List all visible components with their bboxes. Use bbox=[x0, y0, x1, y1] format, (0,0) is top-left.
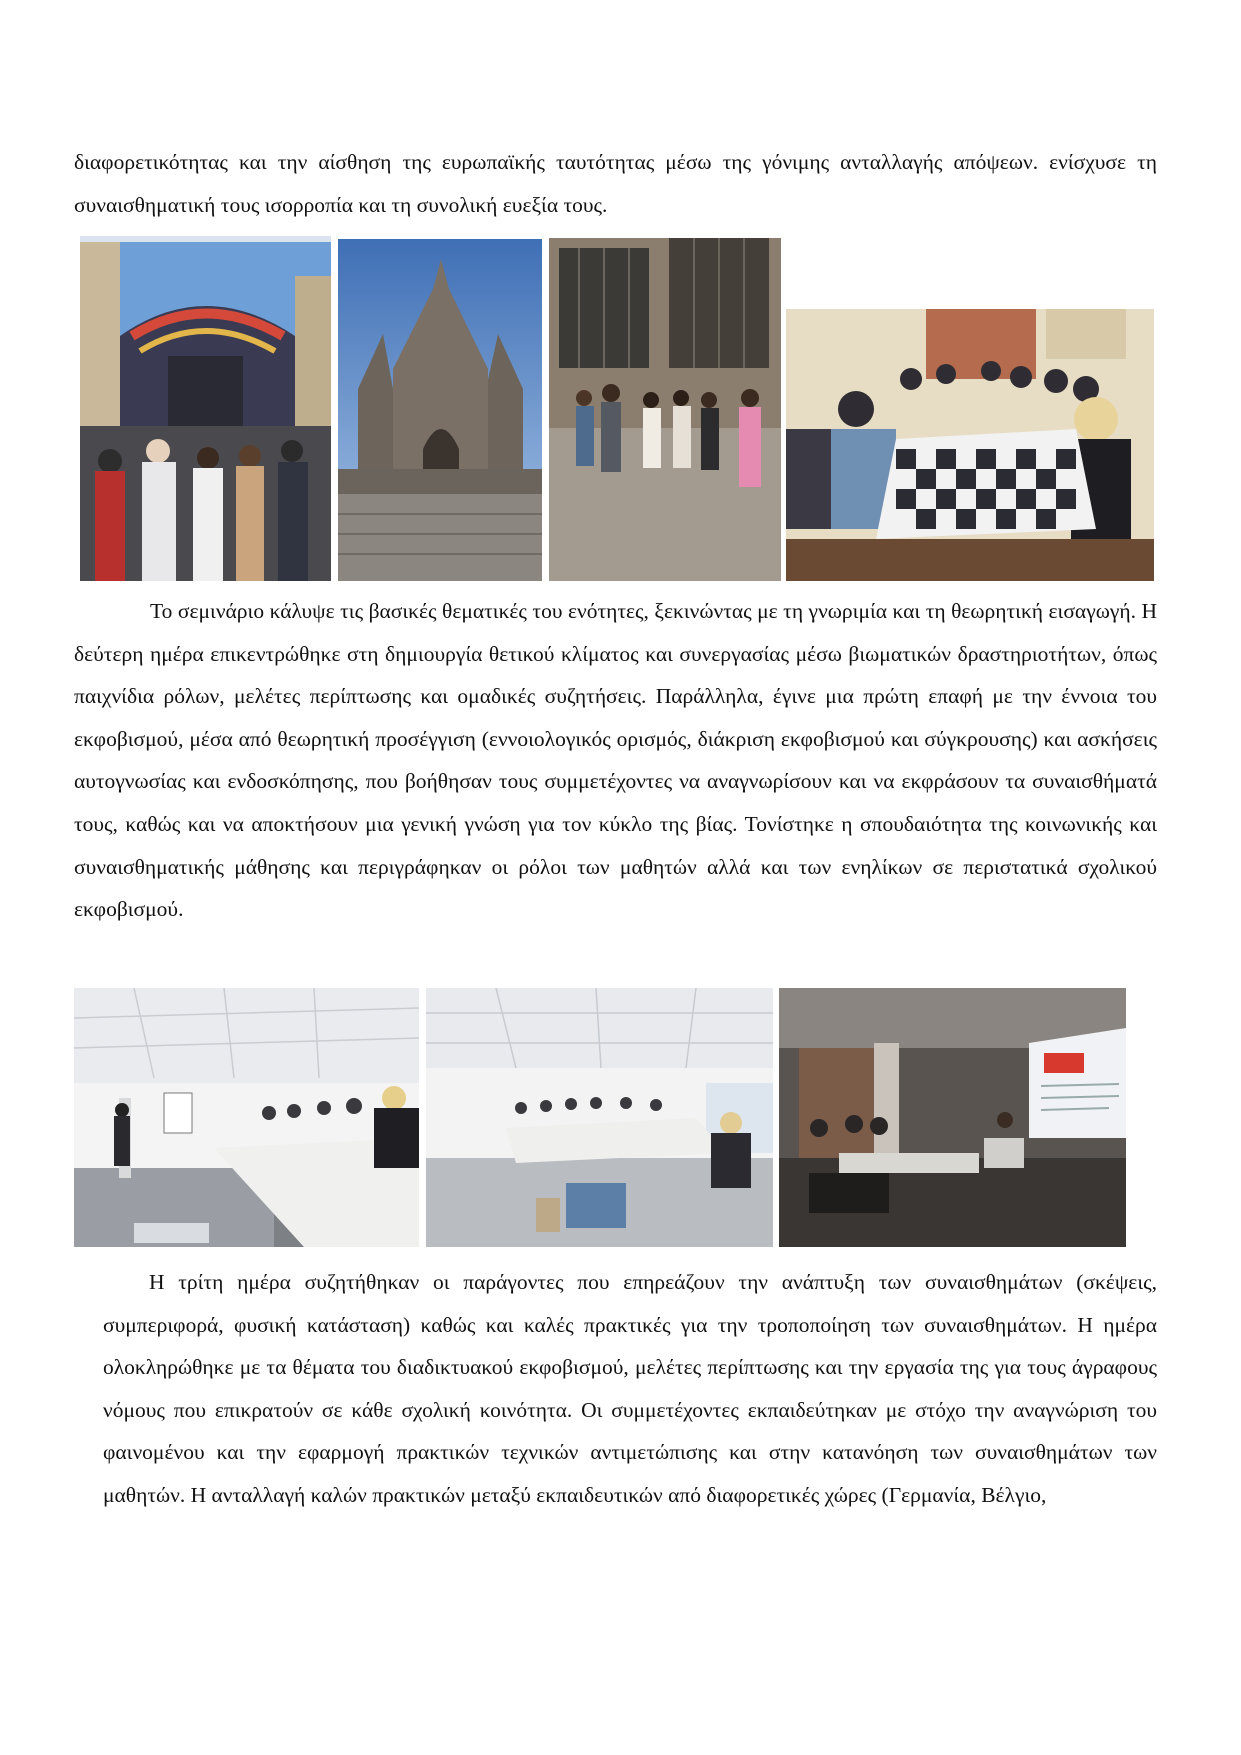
intro-paragraph: διαφορετικότητας και την αίσθηση της ευρωπαϊκής ταυτότητας μέσω της γόνιμης ανταλλαγής απόψεων. ενίσχυσε τη συναισθηματική τους ισορροπία και τη συνολική ευεξία τους. bbox=[74, 150, 1157, 217]
classroom-presentation-photo bbox=[779, 988, 1126, 1247]
gothic-quarter-group-photo bbox=[549, 238, 781, 581]
seminar-paragraph: Το σεμινάριο κάλυψε τις βασικές θεματικές του ενότητες, ξεκινώντας με τη γνωριμία και τη θεωρητική εισαγωγή. Η δεύτερη ημέρα επικεντρώθηκε στη δημιουργία θετικού κλίματος και συνεργασίας μέσω βιωματικών δραστηριοτήτων, όπως παιχνίδια ρόλων, μελέτες περίπτωσης και ομαδικές συζητήσεις. Παράλληλα, έγινε μια πρώτη επαφή με την έννοια του εκφοβισμού, μέσα από θεωρητική προσέγγιση (εννοιολογικός ορισμός, διάκριση εκφοβισμού και σύγκρουσης) και ασκήσεις αυτογνωσίας και ενδοσκόπησης, που βοήθησαν τους συμμετέχοντες να αναγνωρίσουν και να εκφράσουν τα συναισθήματά τους, καθώς και να αποκτήσουν μια γενική γνώση για τον κύκλο της βίας. Τονίστηκε η σπουδαιότητα της κοινωνικής και συναισθηματικής μάθησης και περιγράφηκαν οι ρόλοι των μαθητών αλλά και των ενηλίκων σε περιστατικά σχολικού εκφοβισμού. bbox=[74, 599, 1157, 922]
classroom-photo-center bbox=[426, 988, 773, 1247]
cathedral-photo bbox=[338, 239, 542, 581]
classroom-photo-left bbox=[74, 988, 419, 1247]
restaurant-group-photo bbox=[786, 309, 1154, 581]
market-entrance-photo bbox=[80, 236, 331, 581]
third-day-paragraph: Η τρίτη ημέρα συζητήθηκαν οι παράγοντες που επηρεάζουν την ανάπτυξη των συναισθημάτων (σκέψεις, συμπεριφορά, φυσική κατάσταση) καθώς και καλές πρακτικές για την τροποποίηση των συναισθημάτων. Η ημέρα ολοκληρώθηκε με τα θέματα του διαδικτυακού εκφοβισμού, μελέτες περίπτωσης και την εργασία της για τους άγραφους νόμους που επικρατούν σε κάθε σχολική κοινότητα. Οι συμμετέχοντες εκπαιδεύτηκαν με στόχο την αναγνώριση του φαινομένου και την εφαρμογή πρακτικών τεχνικών αντιμετώπισης και στην κατανόηση των συναισθημάτων των μαθητών. Η ανταλλαγή καλών πρακτικών μεταξύ εκπαιδευτικών από διαφορετικές χώρες (Γερμανία, Βέλγιο, bbox=[103, 1270, 1157, 1507]
